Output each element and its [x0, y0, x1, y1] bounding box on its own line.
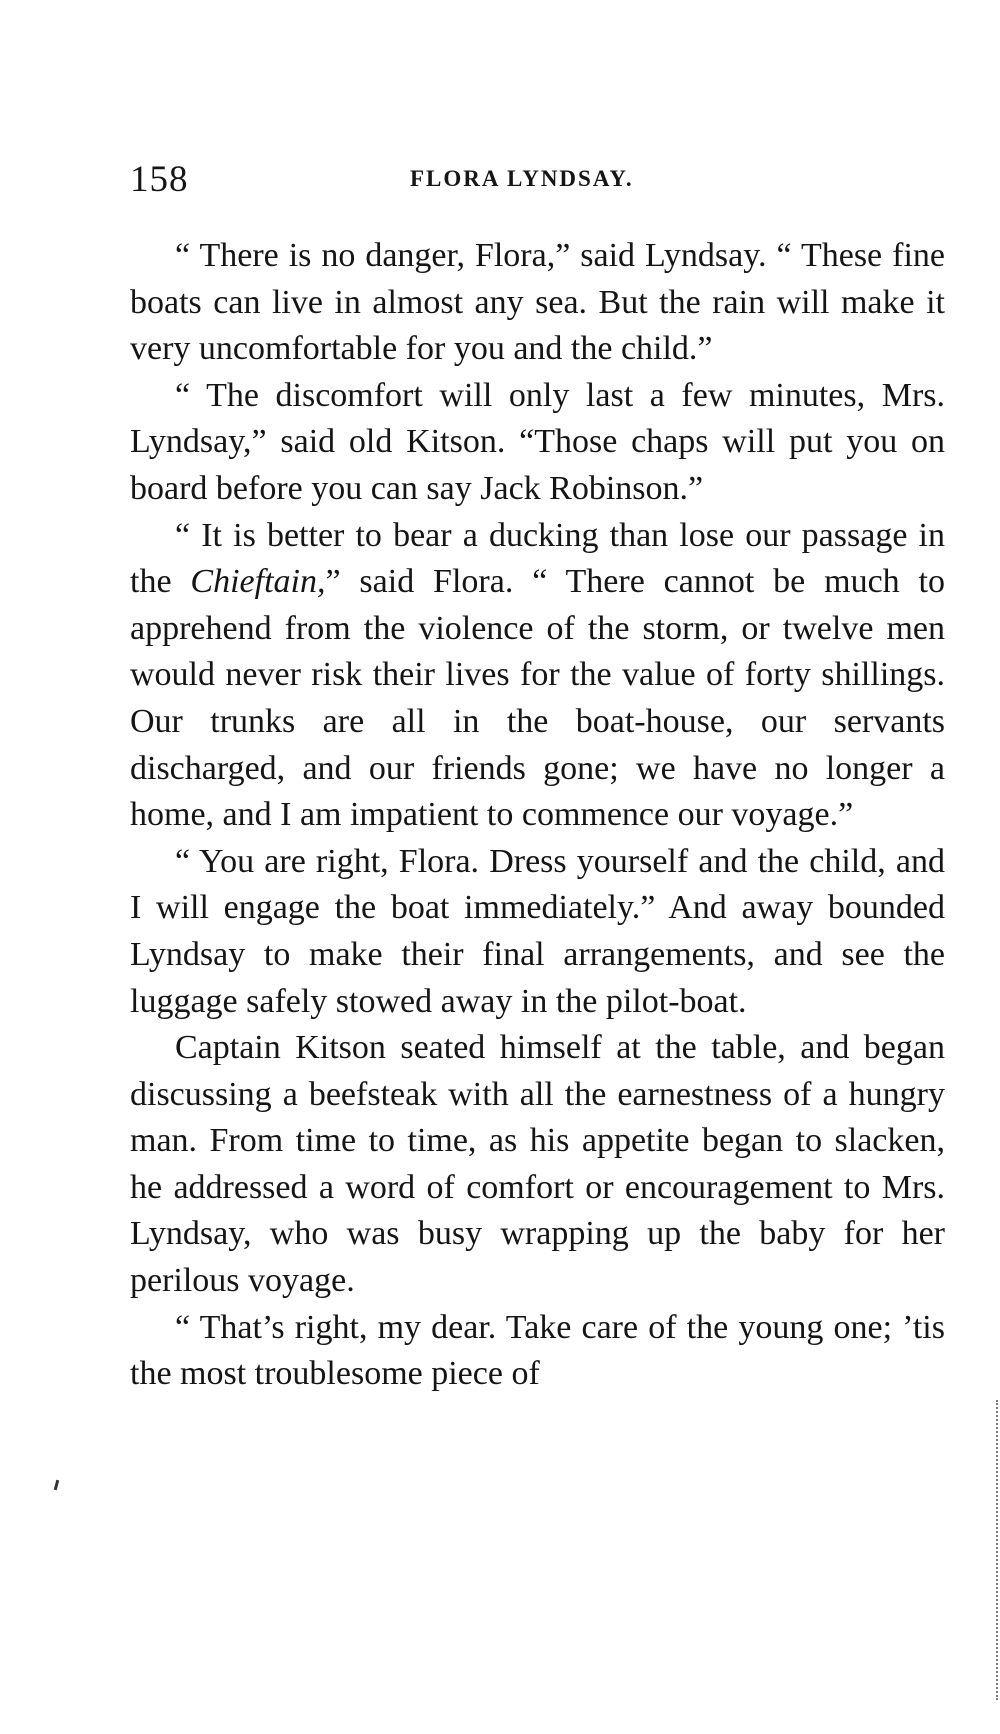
running-title: FLORA LYNDSAY. — [410, 166, 634, 191]
paragraph — [130, 1305, 945, 1398]
paragraph — [130, 1025, 945, 1305]
page-edge-marks — [990, 1400, 998, 1700]
paragraph-text: Captain Kitson seated himself at the table, and began discussing a beefsteak with all the earnestness of a hungry man. From time to time, as his appetite began to slacken, he addressed a word of comfort or encouragement to Mrs. Lyndsay, who was busy wrapping up the baby for her perilous voyage. — [130, 1029, 945, 1300]
page-number: 158 — [130, 159, 189, 200]
paragraph-text: “ It is better to bear a ducking than lose our passage in the — [130, 516, 945, 601]
paragraph-text: “ There is no danger, Flora,” said Lyndsay. “ These fine boats can live in almost any sea. But the rain will make it very uncomfortable for you and the child.” — [130, 237, 945, 368]
paragraph — [130, 513, 945, 839]
paragraph-text: “ You are right, Flora. Dress yourself and the child, and I will engage the boat immediately.” And away bounded Lyndsay to make their final arrangements, and see the luggage safely stowed away in the pilot-boat. — [130, 842, 945, 1020]
paragraph — [130, 839, 945, 1025]
paragraph-text: ” said Flora. “ There cannot be much to apprehend from the violence of the storm, or twelve men would never risk their lives for the value of forty shillings. Our trunks are all in the boat-house, our servants discharged, and our friends gone; we have no longer a home, and I am impatient to commence our voyage.” — [130, 563, 945, 834]
paragraph — [130, 373, 945, 513]
italic-title-text: Chieftain, — [190, 563, 326, 601]
paragraph-text: “ That’s right, my dear. Take care of the young one; ’tis the most troublesome piece of — [130, 1308, 945, 1393]
page-header — [130, 158, 950, 198]
paragraph-text: “ The discomfort will only last a few minutes, Mrs. Lyndsay,” said old Kitson. “Those chaps will put you on board before you can say Jack Robinson.” — [130, 376, 945, 507]
paragraph — [130, 233, 945, 373]
body-text — [130, 233, 945, 1398]
ink-speck — [54, 1480, 59, 1490]
